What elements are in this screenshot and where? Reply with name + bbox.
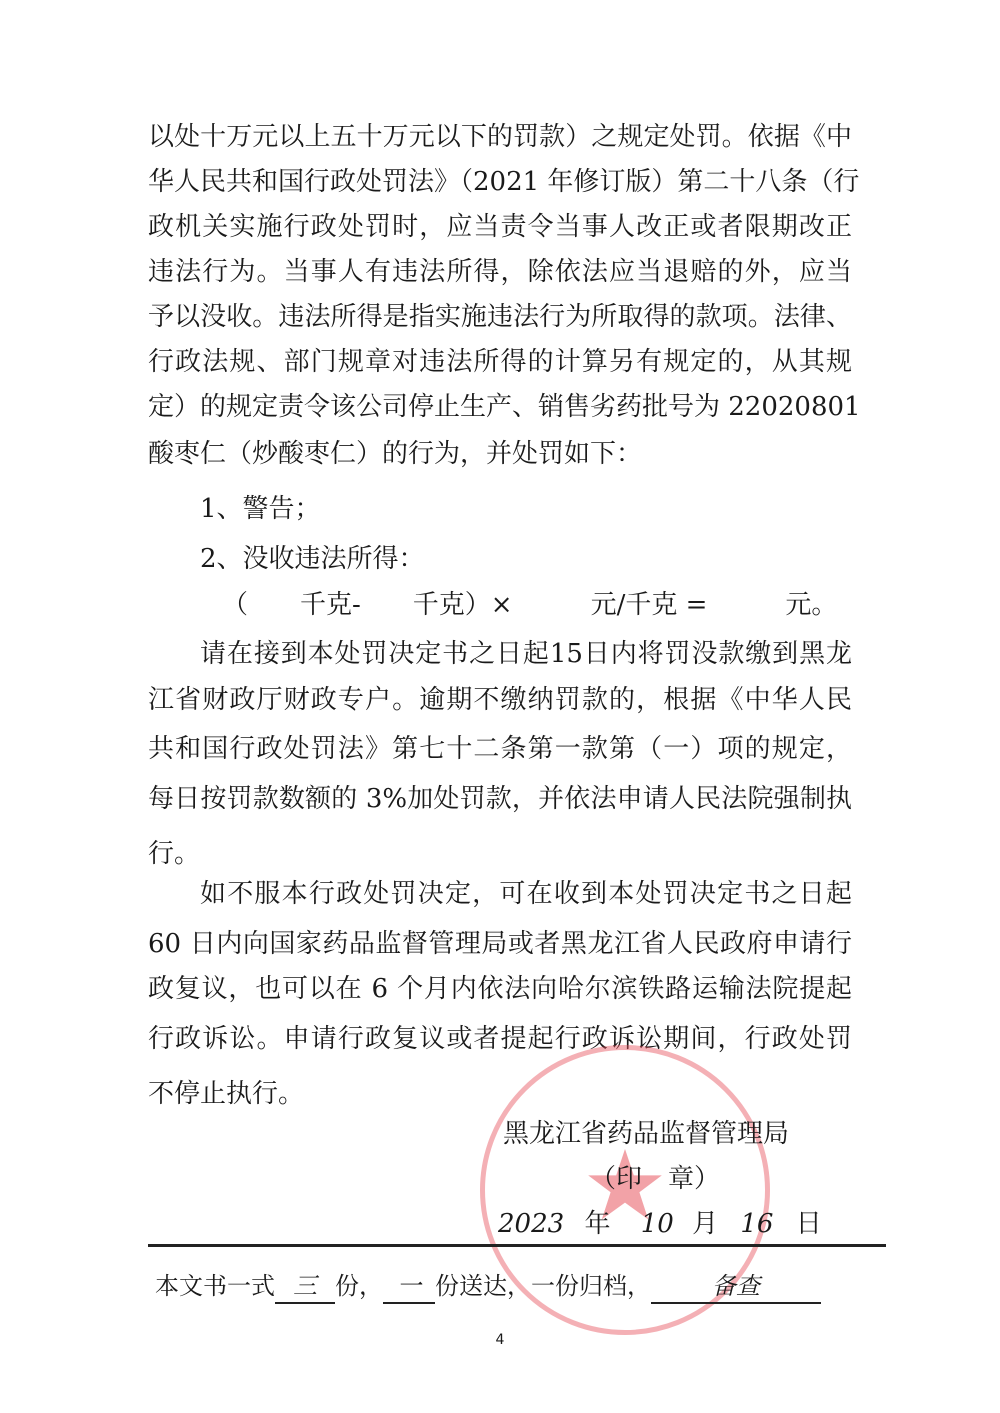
date-month: 10 [640,1209,674,1239]
seal-label: （印 章） [590,1164,721,1194]
date-day-label: 日 [795,1209,822,1239]
body-line: 予以没收。违法所得是指实施违法行为所取得的款项。法律、 [148,302,852,332]
date-year-label: 年 [584,1209,611,1239]
appeal-line: 如不服本行政处罚决定，可在收到本处罚决定书之日起 [200,879,852,909]
page-number: 4 [495,1332,505,1348]
issue-date [498,1208,822,1240]
copies-note [155,1270,875,1304]
appeal-line: 政复议，也可以在 6 个月内依法向哈尔滨铁路运输法院提起 [148,974,852,1004]
delivered-count: 一 [383,1270,435,1304]
appeal-line: 60 日内向国家药品监督管理局或者黑龙江省人民政府申请行 [148,929,852,959]
payment-line: 行。 [148,839,201,869]
payment-line: 共和国行政处罚法》第七十二条第一款第（一）项的规定， [148,734,852,764]
issuing-authority: 黑龙江省药品监督管理局 [503,1119,790,1149]
payment-line: 请在接到本处罚决定书之日起15日内将罚没款缴到黑龙 [200,639,852,669]
copies-label: 份， [335,1272,383,1300]
body-line: 以处十万元以上五十万元以下的罚款）之规定处罚。依据《中 [148,122,852,152]
body-line: 行政法规、部门规章对违法所得的计算另有规定的，从其规 [148,347,852,377]
body-line: 违法行为。当事人有违法所得，除依法应当退赔的外，应当 [148,257,852,287]
date-month-label: 月 [692,1209,719,1239]
body-line: 酸枣仁（炒酸枣仁）的行为，并处罚如下： [148,439,643,469]
confiscation-formula: （ 千克- 千克）× 元/千克 = 元。 [222,590,838,620]
payment-line: 江省财政厅财政专户。逾期不缴纳罚款的，根据《中华人民 [148,685,852,715]
date-year: 2023 [498,1209,565,1239]
footer-divider [148,1244,886,1247]
body-line: 政机关实施行政处罚时，应当责令当事人改正或者限期改正 [148,212,852,242]
body-line: 定）的规定责令该公司停止生产、销售劣药批号为 22020801 [148,392,861,422]
body-line: 华人民共和国行政处罚法》（2021 年修订版）第二十八条（行 [148,167,860,197]
archive-note: 备查 [651,1270,821,1304]
date-day: 16 [740,1209,774,1239]
copies-count: 三 [275,1270,335,1304]
appeal-line: 不停止执行。 [148,1079,305,1109]
penalty-item: 2、没收违法所得： [200,544,425,574]
penalty-item: 1、警告； [200,494,321,524]
appeal-line: 行政诉讼。申请行政复议或者提起行政诉讼期间，行政处罚 [148,1024,852,1054]
delivered-label: 份送达，一份归档， [435,1272,651,1300]
payment-line: 每日按罚款数额的 3%加处罚款，并依法申请人民法院强制执 [148,784,852,814]
copies-prefix: 本文书一式 [155,1272,275,1300]
